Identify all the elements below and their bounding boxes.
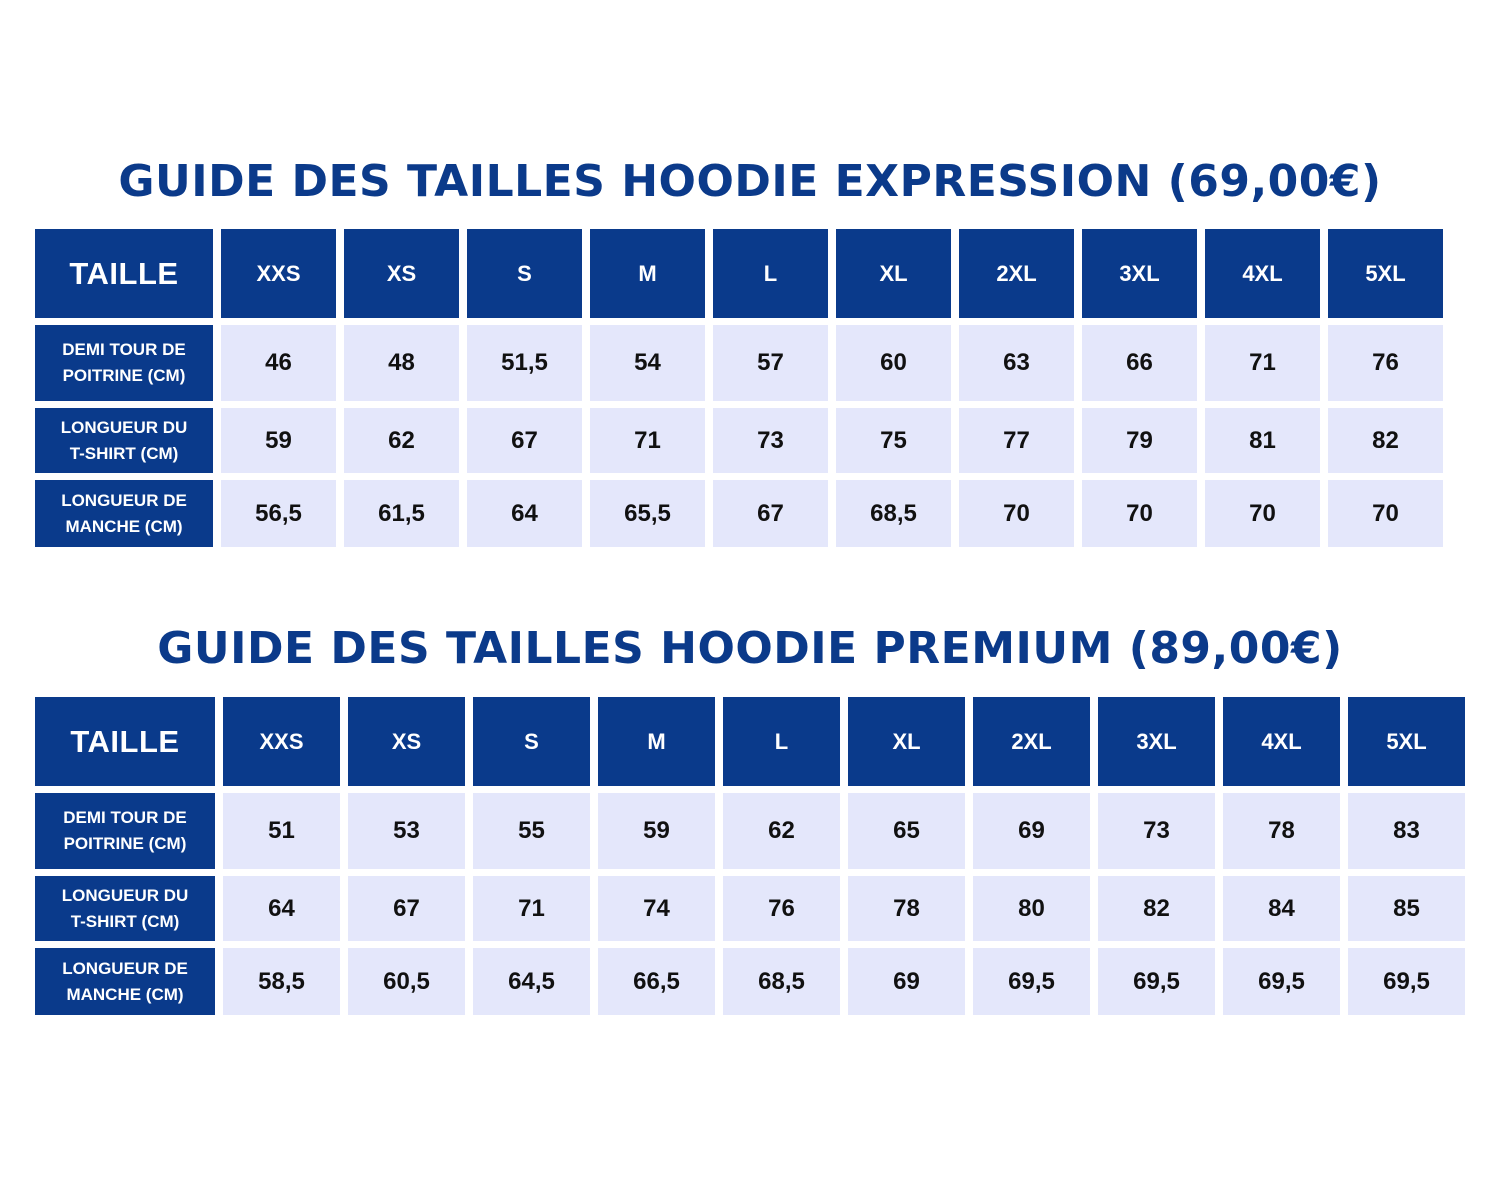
measurement-cell: 70 bbox=[1328, 480, 1443, 547]
measurement-cell: 66,5 bbox=[598, 948, 715, 1015]
size-header: XS bbox=[348, 697, 465, 786]
measurement-cell: 81 bbox=[1205, 408, 1320, 473]
measurement-cell: 59 bbox=[598, 793, 715, 869]
row-label: LONGUEUR DU T-SHIRT (CM) bbox=[35, 408, 213, 473]
row-label: LONGUEUR DU T-SHIRT (CM) bbox=[35, 876, 215, 941]
measurement-cell: 71 bbox=[1205, 325, 1320, 401]
size-header: XXS bbox=[221, 229, 336, 318]
size-header: 2XL bbox=[973, 697, 1090, 786]
measurement-cell: 64,5 bbox=[473, 948, 590, 1015]
size-header: M bbox=[598, 697, 715, 786]
row-label: LONGUEUR DE MANCHE (CM) bbox=[35, 480, 213, 547]
measurement-cell: 76 bbox=[1328, 325, 1443, 401]
measurement-cell: 56,5 bbox=[221, 480, 336, 547]
size-header: 4XL bbox=[1223, 697, 1340, 786]
measurement-cell: 60,5 bbox=[348, 948, 465, 1015]
measurement-cell: 70 bbox=[1205, 480, 1320, 547]
row-label: LONGUEUR DE MANCHE (CM) bbox=[35, 948, 215, 1015]
measurement-cell: 60 bbox=[836, 325, 951, 401]
guide-title-premium: GUIDE DES TAILLES HOODIE PREMIUM (89,00€) bbox=[157, 623, 1343, 674]
measurement-cell: 70 bbox=[959, 480, 1074, 547]
size-header: L bbox=[723, 697, 840, 786]
measurement-cell: 84 bbox=[1223, 876, 1340, 941]
measurement-cell: 69 bbox=[848, 948, 965, 1015]
measurement-cell: 68,5 bbox=[836, 480, 951, 547]
measurement-cell: 78 bbox=[1223, 793, 1340, 869]
measurement-cell: 74 bbox=[598, 876, 715, 941]
measurement-cell: 71 bbox=[590, 408, 705, 473]
measurement-cell: 48 bbox=[344, 325, 459, 401]
header-taille: TAILLE bbox=[35, 229, 213, 318]
measurement-cell: 71 bbox=[473, 876, 590, 941]
size-header: XXS bbox=[223, 697, 340, 786]
measurement-cell: 79 bbox=[1082, 408, 1197, 473]
size-header: S bbox=[467, 229, 582, 318]
measurement-cell: 75 bbox=[836, 408, 951, 473]
measurement-cell: 67 bbox=[713, 480, 828, 547]
size-header: 5XL bbox=[1328, 229, 1443, 318]
measurement-cell: 69,5 bbox=[1223, 948, 1340, 1015]
measurement-cell: 73 bbox=[713, 408, 828, 473]
measurement-cell: 65,5 bbox=[590, 480, 705, 547]
size-header: XL bbox=[836, 229, 951, 318]
measurement-cell: 65 bbox=[848, 793, 965, 869]
size-header: 4XL bbox=[1205, 229, 1320, 318]
size-header: L bbox=[713, 229, 828, 318]
measurement-cell: 69,5 bbox=[1348, 948, 1465, 1015]
measurement-cell: 82 bbox=[1328, 408, 1443, 473]
measurement-cell: 51 bbox=[223, 793, 340, 869]
measurement-cell: 62 bbox=[344, 408, 459, 473]
size-header: 3XL bbox=[1098, 697, 1215, 786]
size-header: M bbox=[590, 229, 705, 318]
measurement-cell: 59 bbox=[221, 408, 336, 473]
size-header: 3XL bbox=[1082, 229, 1197, 318]
measurement-cell: 64 bbox=[467, 480, 582, 547]
measurement-cell: 82 bbox=[1098, 876, 1215, 941]
guide-title-expression: GUIDE DES TAILLES HOODIE EXPRESSION (69,00€) bbox=[118, 156, 1382, 207]
measurement-cell: 64 bbox=[223, 876, 340, 941]
measurement-cell: 83 bbox=[1348, 793, 1465, 869]
row-label: DEMI TOUR DE POITRINE (CM) bbox=[35, 325, 213, 401]
row-label: DEMI TOUR DE POITRINE (CM) bbox=[35, 793, 215, 869]
measurement-cell: 78 bbox=[848, 876, 965, 941]
size-table-premium bbox=[35, 697, 1465, 1015]
measurement-cell: 57 bbox=[713, 325, 828, 401]
measurement-cell: 55 bbox=[473, 793, 590, 869]
measurement-cell: 70 bbox=[1082, 480, 1197, 547]
measurement-cell: 66 bbox=[1082, 325, 1197, 401]
size-header: 5XL bbox=[1348, 697, 1465, 786]
measurement-cell: 69,5 bbox=[1098, 948, 1215, 1015]
measurement-cell: 61,5 bbox=[344, 480, 459, 547]
size-header: XS bbox=[344, 229, 459, 318]
measurement-cell: 58,5 bbox=[223, 948, 340, 1015]
measurement-cell: 54 bbox=[590, 325, 705, 401]
measurement-cell: 63 bbox=[959, 325, 1074, 401]
measurement-cell: 51,5 bbox=[467, 325, 582, 401]
measurement-cell: 67 bbox=[467, 408, 582, 473]
measurement-cell: 53 bbox=[348, 793, 465, 869]
size-table-expression bbox=[35, 229, 1448, 547]
measurement-cell: 80 bbox=[973, 876, 1090, 941]
header-taille: TAILLE bbox=[35, 697, 215, 786]
measurement-cell: 67 bbox=[348, 876, 465, 941]
measurement-cell: 76 bbox=[723, 876, 840, 941]
measurement-cell: 73 bbox=[1098, 793, 1215, 869]
measurement-cell: 62 bbox=[723, 793, 840, 869]
measurement-cell: 77 bbox=[959, 408, 1074, 473]
measurement-cell: 69,5 bbox=[973, 948, 1090, 1015]
measurement-cell: 68,5 bbox=[723, 948, 840, 1015]
measurement-cell: 46 bbox=[221, 325, 336, 401]
size-header: XL bbox=[848, 697, 965, 786]
measurement-cell: 85 bbox=[1348, 876, 1465, 941]
measurement-cell: 69 bbox=[973, 793, 1090, 869]
size-header: 2XL bbox=[959, 229, 1074, 318]
size-header: S bbox=[473, 697, 590, 786]
